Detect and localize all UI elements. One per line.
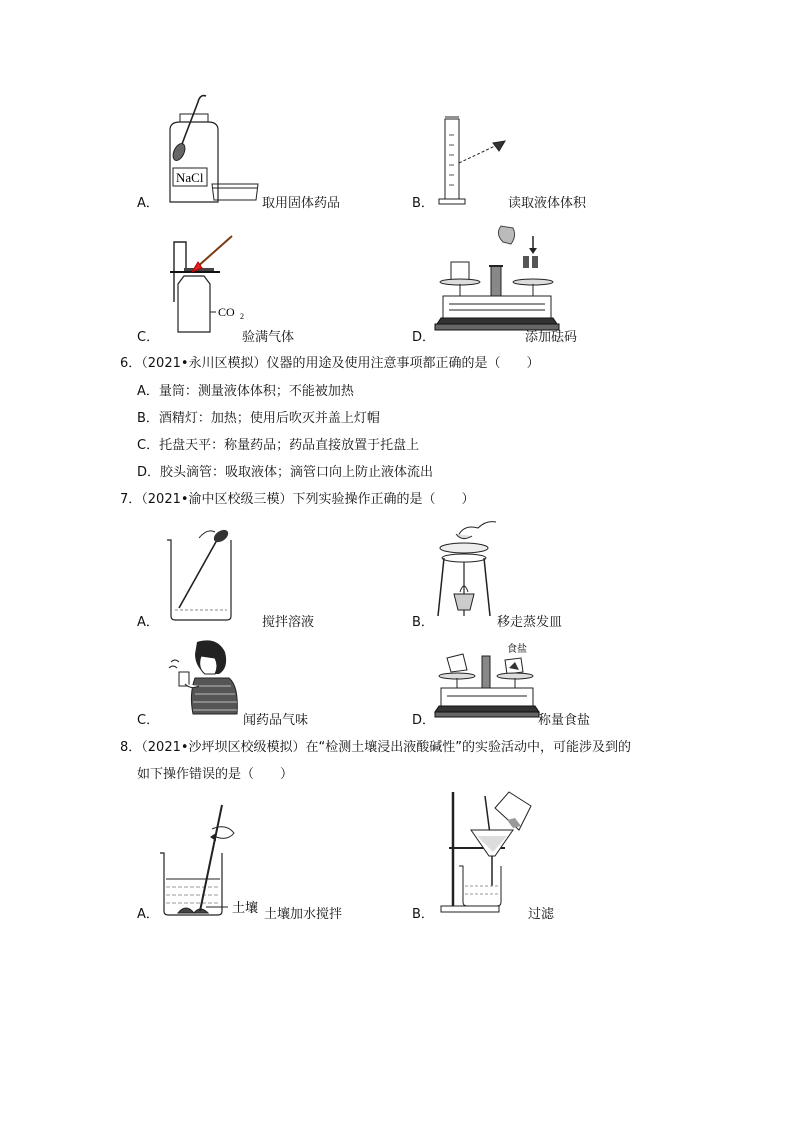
option-letter: D． [412, 330, 436, 345]
option-letter: C． [137, 330, 160, 345]
question-stem: 7．（2021•渝中区校级三模）下列实验操作正确的是（ ） [120, 492, 475, 507]
option-letter: D． [412, 713, 436, 728]
smell-chemical-figure [165, 638, 245, 718]
question-stem-line-2: 如下操作错误的是（ ） [137, 767, 294, 782]
option-caption: 过滤 [528, 907, 555, 922]
option-caption: 称量食盐 [538, 713, 591, 728]
stir-solution-figure [165, 528, 255, 623]
filtration-figure [435, 790, 535, 915]
gas-subscript: 2 [240, 312, 244, 321]
option-caption: 添加砝码 [525, 330, 578, 345]
option-caption: 搅拌溶液 [262, 615, 315, 630]
salt-label: 食盐 [507, 644, 527, 655]
gas-bottle-figure [160, 232, 250, 337]
option-caption: 取用固体药品 [262, 196, 341, 211]
option-letter: B． [412, 615, 434, 630]
option-letter: B． [412, 907, 434, 922]
gas-label: CO [218, 305, 235, 319]
option-caption: 验满气体 [242, 330, 295, 345]
choice-c: C．托盘天平：称量药品；药品直接放置于托盘上 [137, 438, 420, 453]
choice-b: B．酒精灯：加热；使用后吹灭并盖上灯帽 [137, 411, 380, 426]
option-letter: C． [137, 713, 160, 728]
balance-add-weight-figure [435, 220, 560, 340]
option-caption: 闻药品气味 [243, 713, 309, 728]
option-letter: A． [137, 615, 159, 630]
graduated-cylinder-figure [435, 115, 515, 207]
soil-label: 土壤 [232, 901, 259, 916]
soil-stir-figure [160, 803, 270, 918]
option-caption: 土壤加水搅拌 [264, 907, 343, 922]
choice-a: A．量筒：测量液体体积；不能被加热 [137, 384, 354, 399]
option-caption: 移走蒸发皿 [497, 615, 563, 630]
option-letter: B． [412, 196, 434, 211]
option-letter: A． [137, 907, 159, 922]
option-letter: A． [137, 196, 159, 211]
jar-label: NaCl [176, 170, 204, 185]
question-stem: 6．（2021•永川区模拟）仪器的用途及使用注意事项都正确的是（ ） [120, 356, 540, 371]
question-stem-line-1: 8．（2021•沙坪坝区校级模拟）在“检测土壤浸出液酸碱性”的实验活动中，可能涉及到的 [120, 740, 631, 755]
evaporating-dish-figure [430, 518, 500, 623]
weigh-salt-figure [435, 642, 540, 722]
reagent-jar-figure [160, 92, 270, 207]
option-caption: 读取液体体积 [508, 196, 587, 211]
choice-d: D．胶头滴管：吸取液体；滴管口向上防止液体流出 [137, 465, 434, 480]
